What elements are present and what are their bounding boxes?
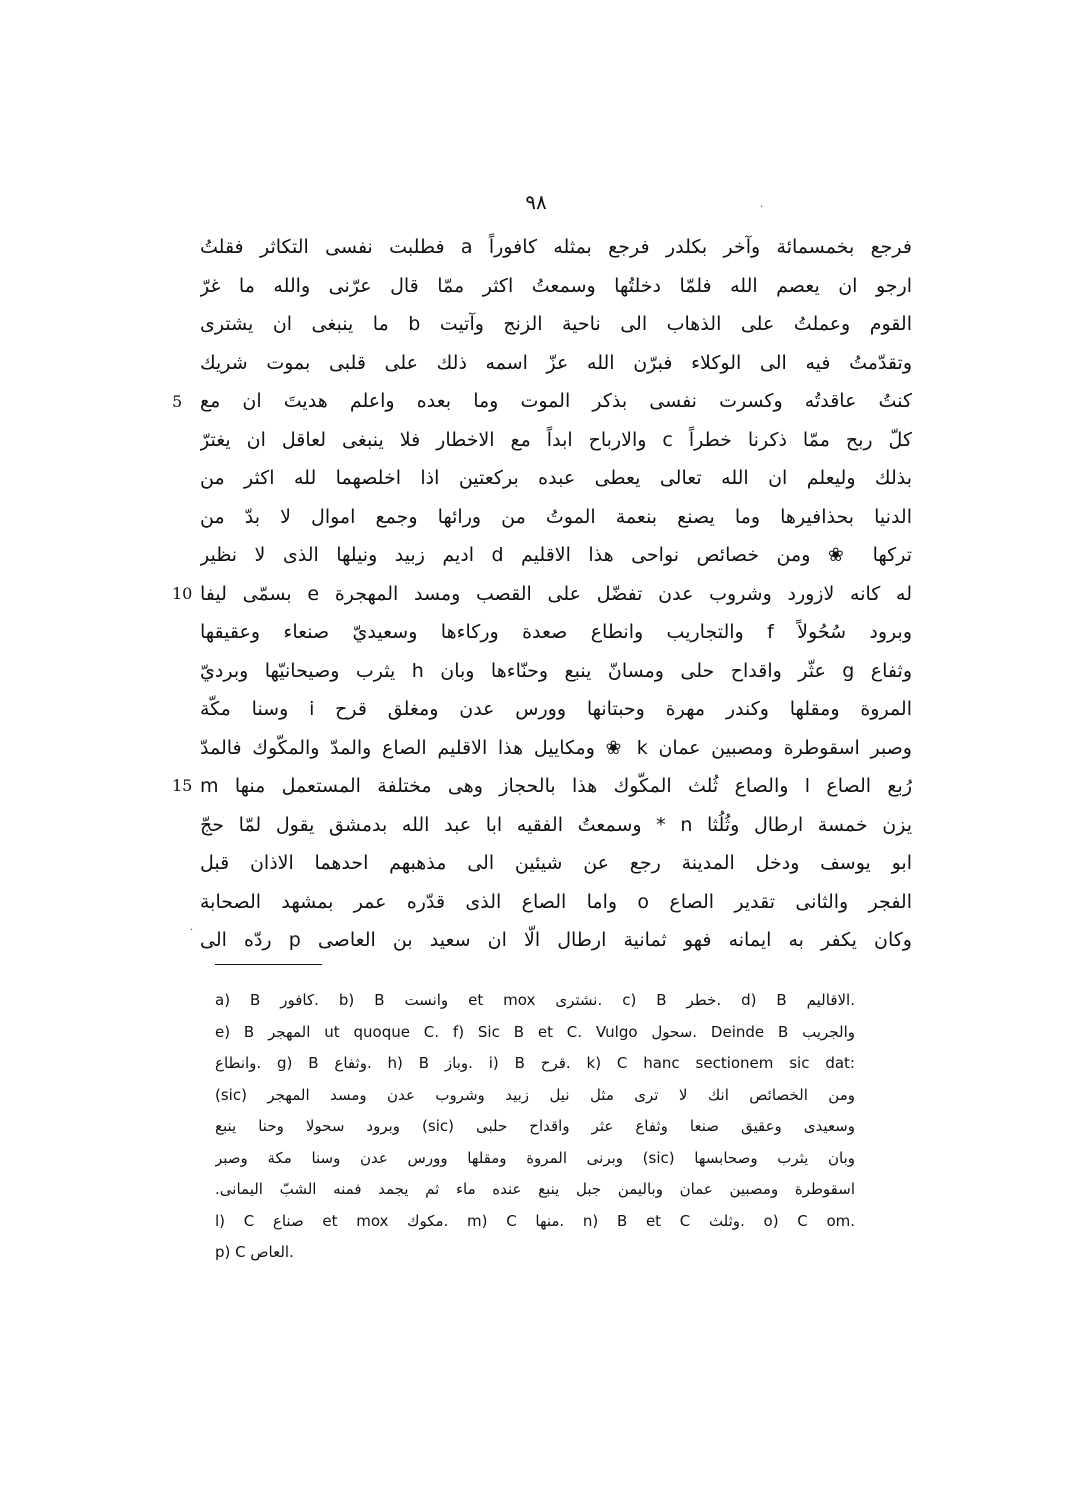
footnote-line: p) C العاص. xyxy=(215,1243,294,1261)
line-number-15: 15 xyxy=(172,776,193,795)
text-line: رُبع الصاع l والصاع ثُلث المكّوك هذا بالحجاز وهى مختلفة المستعمل منها m xyxy=(200,775,912,797)
text-line: كنتُ عاقدتُه وكسرت نفسى بذكر الموت وما بعده واعلم هديتَ ان مع xyxy=(200,390,912,412)
text-line: الدنيا بحذافيرها وما يصنع بنعمة الموتُ من ورائها وجمع اموال لا بدّ من xyxy=(200,505,912,528)
text-line: وصبر اسقوطرة ومصبين عمان k ❀ ومكاييل هذا الاقليم الصاع والمدّ والمكّوك فالمدّ xyxy=(200,736,912,759)
text-line: كلّ ربح ممّا ذكرنا خطراً c والارباح ابداً مع الاخطار فلا ينبغى لعاقل ان يغترّ xyxy=(200,428,912,451)
footnotes xyxy=(215,985,855,1269)
footnote-line: اسقوطرة ومصبين عمان وباليمن جبل ينبع عنده ماء ثم يجمد فمنه الشبّ اليمانى. xyxy=(215,1180,855,1198)
text-line: وتقدّمتُ فيه الى الوكلاء فبرّن الله عزّ اسمه ذلك على قلبى بموت شريك xyxy=(200,351,912,374)
text-line: له كانه لازورد وشروب عدن تفضّل على القصب ومسد المهجرة e بسمّى ليفا xyxy=(200,582,912,605)
line-number-10: 10 xyxy=(172,584,193,603)
text-line: الفجر والثانى تقدير الصاع o واما الصاع الذى قدّره عمر بمشهد الصحابة xyxy=(200,890,912,913)
text-line: وبرود سُحُولاً f والتجاريب وانطاع صعدة وركاءها وسعيديّ صنعاء وعقيقها xyxy=(200,621,912,643)
footnote-line: وبان يثرب وصحابسها (sic) وبرنى المروة ومقلها وورس عدن وسنا مكة وصبر xyxy=(215,1148,855,1167)
text-line: تركها ❀ ومن خصائص نواحى هذا الاقليم d اديم زبيد ونيلها الذى لا نظير xyxy=(200,544,912,566)
page-number: ٩٨ xyxy=(525,190,547,214)
footnote-line: ومن الخصائص انك لا ترى مثل نيل زبيد وشروب عدن ومسد المهجر (sic) xyxy=(215,1085,855,1104)
footnote-line: l) C صناع et mox مكوك. m) C منها. n) B et C وثلث. o) C om. xyxy=(215,1211,855,1230)
text-line: المروة ومقلها وكندر مهرة وحبتانها وورس عدن ومغلق قرح i وسنا مكّة xyxy=(200,698,912,720)
main-text xyxy=(200,228,912,960)
stray-mark: · xyxy=(760,202,764,213)
footnote-rule xyxy=(215,964,322,965)
text-line: ابو يوسف ودخل المدينة رجع عن شيئين الى مذهبهم احدهما الاذان قبل xyxy=(200,852,912,874)
text-line: وكان يكفر به ايمانه فهو ثمانية ارطال الّا ان سعيد بن العاصى p ردّه الى xyxy=(200,929,912,951)
text-line: وثفاع g عثّر واقداح حلى ومسانّ ينبع وحنّاءها وبان h يثرب وصيحانيّها وبرديّ xyxy=(200,659,912,682)
footnote-line: وسعيدى وعقيق صنعا وثفاع عثر واقداح حلبى (sic) وبرود سحولا وحنا ينبع xyxy=(215,1117,855,1135)
text-line: بذلك وليعلم ان الله تعالى يعطى عبده بركعتين اذا اخلصهما لله اكثر من xyxy=(200,467,912,489)
text-line: ارجو ان يعصم الله فلمّا دخلتُها وسمعتُ اكثر ممّا قال عرّنى والله ما غرّ xyxy=(200,274,912,297)
footnote-line: a) B كافور. b) B وانست et mox نشترى. c) B خطر. d) B الاقاليم. xyxy=(215,991,855,1009)
text-line: القوم وعملتُ على الذهاب الى ناحية الزنج وآتيت b ما ينبغى ان يشترى xyxy=(200,313,912,335)
stray-mark: · xyxy=(190,925,194,936)
text-line: فرجع بخمسمائة وآخر بكلدر فرجع بمثله كافوراً a فطلبت نفسى التكاثر فقلتُ xyxy=(200,236,912,258)
footnote-line: e) B المهجر ut quoque C. f) Sic B et C. Vulgo سحول. Deinde B والجريب xyxy=(215,1022,855,1041)
text-line: يزن خمسة ارطال وثُلُثا n * وسمعتُ الفقيه ابا عبد الله بدمشق يقول لمّا حجّ xyxy=(200,813,912,836)
line-number-5: 5 xyxy=(172,392,183,411)
footnote-line: وانطاع. g) B وثفاع. h) B وباز. i) B قرح. k) C hanc sectionem sic dat: xyxy=(215,1054,855,1072)
